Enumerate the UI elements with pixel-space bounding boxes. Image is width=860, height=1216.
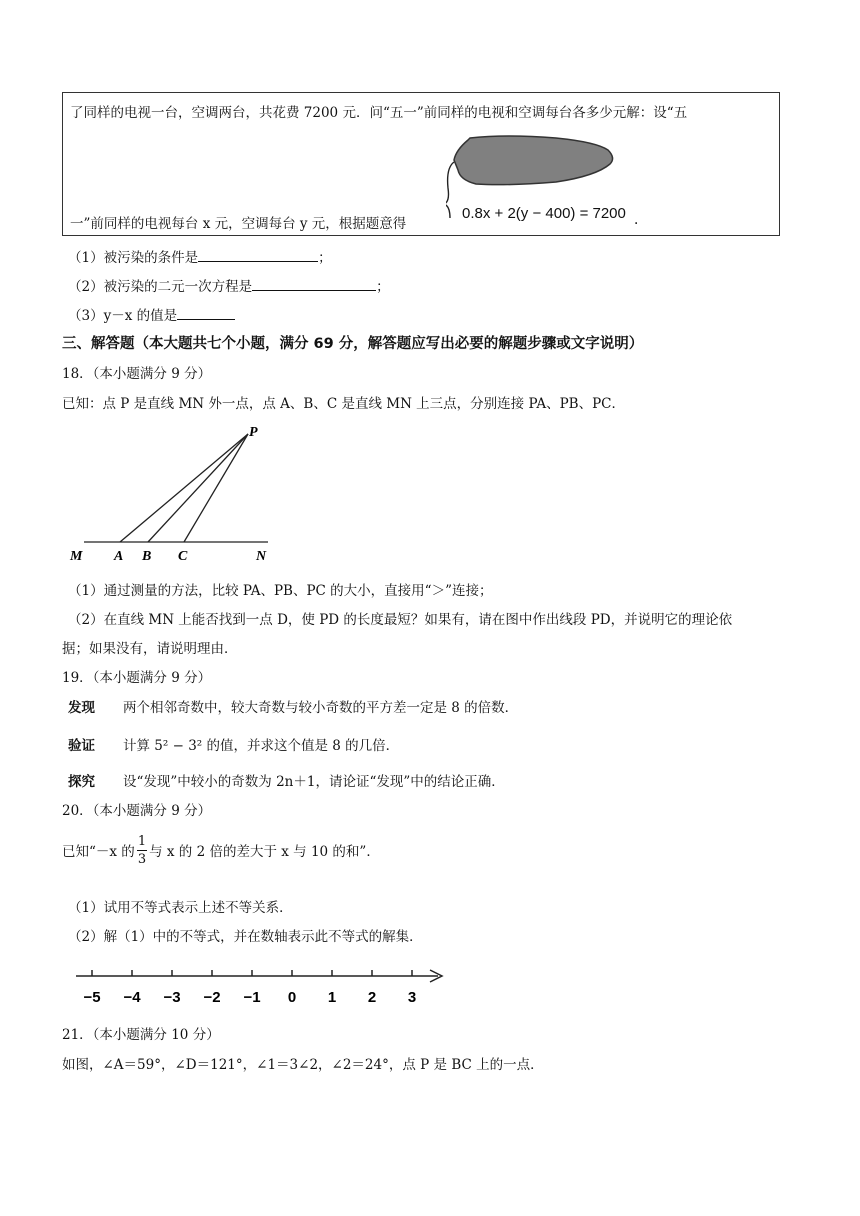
label-n: N [256, 549, 267, 564]
number-line-label: 0 [287, 989, 297, 1006]
number-line-label: 3 [407, 989, 417, 1006]
verify-text-post: 的值，并求这个值是 8 的几倍． [202, 738, 400, 754]
q18-header: 18．（本小题满分 9 分） [62, 366, 212, 382]
q21-stem: 如图，∠A＝59°，∠D＝121°，∠1＝3∠2，∠2＝24°，点 P 是 BC 上的一点． [62, 1057, 544, 1073]
label-b: B [142, 549, 152, 564]
verify-expr: 5² − 3² [154, 738, 203, 754]
label-p: P [249, 425, 258, 440]
box-line-2: 一”前同样的电视每台 x 元，空调每台 y 元，根据题意得 [70, 216, 407, 232]
explore-text: 设“发现”中较小的奇数为 2n＋1，请论证“发现”中的结论正确． [123, 774, 505, 790]
equation: 0.8x + 2(y − 400) = 7200 [462, 205, 626, 222]
number-line-label: −1 [243, 989, 261, 1006]
number-line-label: 1 [327, 989, 337, 1006]
q18-stem: 已知：点 P 是直线 MN 外一点，点 A、B、C 是直线 MN 上三点，分别连接 PA、PB、PC． [62, 396, 625, 412]
segment-pa [120, 434, 248, 542]
q17-part3-text: （3）y－x 的值是 [68, 308, 178, 324]
brace-icon [446, 162, 454, 218]
q19-discover [68, 696, 518, 716]
number-line-label: 2 [367, 989, 377, 1006]
answer-blank [198, 249, 318, 262]
box-line-1: 了同样的电视一台，空调两台，共花费 7200 元．问“五一”前同样的电视和空调每台各多少元解：设“五 [70, 105, 688, 121]
number-line-label: −5 [83, 989, 101, 1006]
q17-semicolon: ； [376, 279, 390, 295]
q21-header: 21．（本小题满分 10 分） [62, 1027, 220, 1043]
q18-part1: （1）通过测量的方法，比较 PA、PB、PC 的大小，直接用“＞”连接； [68, 583, 493, 599]
equation-period: . [634, 212, 639, 228]
q17-part2-text: （2）被污染的二元一次方程是 [68, 279, 253, 295]
answer-blank [177, 307, 235, 320]
fraction-one-third [137, 835, 147, 866]
verify-text-pre: 计算 [123, 738, 155, 754]
q20-stem-pre: 已知“－x 的 [62, 844, 135, 860]
q20-header: 20．（本小题满分 9 分） [62, 803, 212, 819]
label-c: C [178, 549, 188, 564]
number-line-label: −4 [123, 989, 141, 1006]
q19-verify [68, 734, 399, 754]
verify-label: 验证 [68, 738, 95, 754]
fraction-numerator: 1 [137, 833, 147, 849]
q20-stem [62, 830, 380, 870]
segment-pb [148, 434, 248, 542]
q19-explore [68, 770, 505, 790]
q18-figure [66, 418, 286, 564]
q20-part2: （2）解（1）中的不等式，并在数轴表示此不等式的解集． [68, 929, 423, 945]
q17-part2 [68, 275, 390, 295]
discover-text: 两个相邻奇数中，较大奇数与较小奇数的平方差一定是 8 的倍数． [123, 700, 519, 716]
label-a: A [114, 549, 124, 564]
section-title: 三、解答题（本大题共七个小题，满分 69 分，解答题应写出必要的解题步骤或文字说明） [62, 336, 644, 352]
fraction-denominator: 3 [137, 851, 147, 867]
q17-semicolon: ； [318, 250, 332, 266]
label-m: M [70, 549, 83, 564]
q18-part2-cont: 据；如果没有，请说明理由． [62, 641, 238, 657]
explore-label: 探究 [68, 774, 95, 790]
segment-pc [184, 434, 248, 542]
answer-blank [252, 278, 376, 291]
number-line [70, 958, 450, 1008]
q19-header: 19．（本小题满分 9 分） [62, 670, 212, 686]
q17-part3 [68, 304, 235, 324]
q18-part2: （2）在直线 MN 上能否找到一点 D，使 PD 的长度最短？如果有，请在图中作出线段 PD，并说明它的理论依 [68, 612, 733, 628]
q17-part1 [68, 246, 332, 266]
stain-blob [454, 136, 613, 185]
discover-label: 发现 [68, 700, 95, 716]
number-line-label: −2 [203, 989, 221, 1006]
number-line-label: −3 [163, 989, 181, 1006]
q17-part1-text: （1）被污染的条件是 [68, 250, 199, 266]
q20-stem-post: 与 x 的 2 倍的差大于 x 与 10 的和”． [149, 844, 380, 860]
q20-part1: （1）试用不等式表示上述不等关系． [68, 900, 293, 916]
